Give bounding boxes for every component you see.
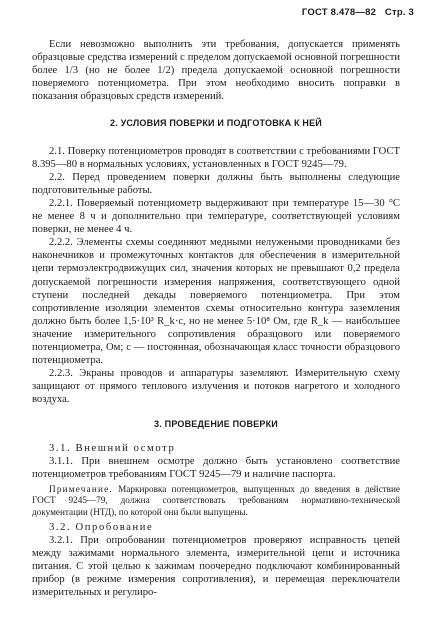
section-2-title: 2. УСЛОВИЯ ПОВЕРКИ И ПОДГОТОВКА К НЕЙ bbox=[110, 118, 322, 129]
page-number: Стр. 3 bbox=[384, 7, 414, 18]
page-header bbox=[296, 7, 414, 18]
paragraph-2-2-2: 2.2.2. Элементы схемы соединяют медными нелужеными проводниками без наконечников и промежуточных контактов для обеспечения в измерительной цепи термоэлектродвижущих сил, значения которых не превышают 0,2 предела допускаемой погрешности измерения напряжения, соответствующего одной ступени последней декады поверяемого потенциометра. При этом сопротивление изоляции элементов схемы относительно контура заземления должно быть более 1,5·10³ R_k·c, но не менее 5·10⁸ Ом, где R_k — наибольшее значение измерительного сопротивления образцового или поверяемого потенциометра, Ом; c — постоянная, обозначающая класс точности образцового потенциометра. bbox=[32, 237, 400, 367]
paragraph-2-2: 2.2. Перед проведением поверки должны быть выполнены следующие подготовительные работы. bbox=[32, 171, 400, 196]
note-text: Маркировка потенциометров, выпущенных до введения в действие ГОСТ 9245—79, должна соответствовать требованиям нормативно-технической документации (НТД), по которой они были выпущены. bbox=[32, 483, 401, 517]
paragraph-2-2-1: 2.2.1. Поверяемый потенциометр выдерживают при температуре 15—30 °С не менее 8 ч и дополнительно при температуре, соответствующей условиям поверки, не менее 4 ч. bbox=[32, 197, 400, 236]
section-3-title: 3. ПРОВЕДЕНИЕ ПОВЕРКИ bbox=[154, 419, 278, 430]
document-body bbox=[32, 38, 400, 599]
heading-3-1: 3.1. Внешний осмотр bbox=[49, 442, 176, 454]
note bbox=[32, 484, 400, 519]
paragraph-2-2-3: 2.2.3. Экраны проводов и аппаратуры заземляют. Измерительную схему защищают от прямого теплового излучения и потоков нагретого и холодного воздуха. bbox=[32, 368, 400, 406]
standard-number: ГОСТ 8.478—82 bbox=[301, 7, 377, 18]
note-label: Примечание. bbox=[49, 483, 113, 494]
intro-paragraph: Если невозможно выполнить эти требования, допускается применять образцовые средства измерений с пределом допускаемой основной погрешности более 1/3 (но не более 1/2) предела допускаемой основной погрешности поверяемого потенциометра. При этом необходимо вносить поправки в показания образцовых средств измерений. bbox=[32, 39, 400, 103]
paragraph-3-2-1: 3.2.1. При опробовании потенциометров проверяют исправность цепей между зажимами нормального элемента, измерительной цепи и источника питания. С этой целью к зажимам поочередно подключают комбинированный прибор (в режиме измерения сопротивления), и перемещая переключатели измерительных и регулиро- bbox=[32, 534, 400, 599]
paragraph-3-1-1: 3.1.1. При внешнем осмотре должно быть установлено соответствие потенциометров требованиям ГОСТ 9245—79 и наличие паспорта. bbox=[32, 455, 400, 480]
heading-3-2: 3.2. Опробование bbox=[49, 521, 154, 533]
paragraph-2-1: 2.1. Поверку потенциометров проводят в соответствии с требованиями ГОСТ 8.395—80 в нормальных условиях, установленных в ГОСТ 9245—79. bbox=[32, 145, 400, 170]
